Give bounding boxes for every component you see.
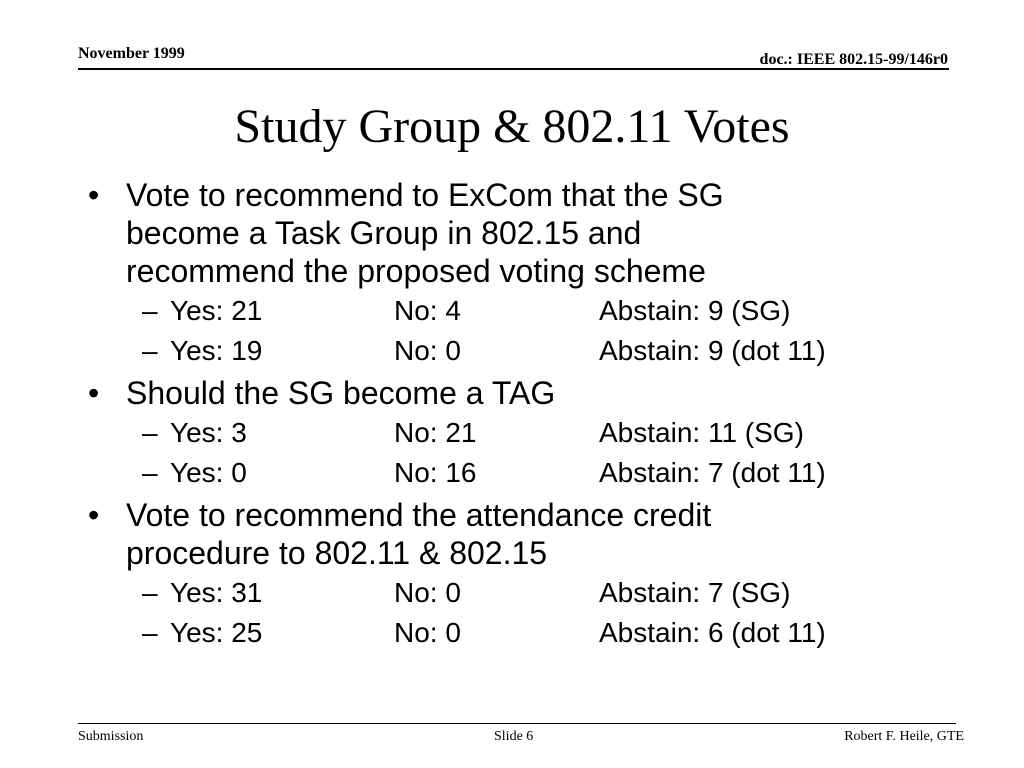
vote-no: No: 4 — [394, 295, 461, 326]
slide-body — [88, 176, 968, 656]
vote-yes: Yes: 19 — [170, 335, 263, 366]
footer-author: Robert F. Heile, GTE — [844, 729, 964, 744]
bullet-icon: • — [88, 177, 100, 213]
vote-row — [88, 294, 968, 328]
vote-yes: Yes: 21 — [170, 295, 263, 326]
vote-abstain: Abstain: 9 (dot 11) — [599, 335, 826, 366]
vote-row — [88, 616, 968, 650]
vote-row — [88, 576, 968, 610]
bullet-line: recommend the proposed voting scheme — [126, 253, 706, 289]
vote-row — [88, 416, 968, 450]
vote-no: No: 0 — [394, 617, 461, 648]
vote-abstain: Abstain: 9 (SG) — [599, 295, 791, 326]
bullet-line: procedure to 802.11 & 802.15 — [126, 535, 548, 571]
bullet-item — [88, 374, 968, 412]
dash-icon: – — [142, 457, 158, 488]
bullet-item — [88, 496, 968, 572]
vote-abstain: Abstain: 6 (dot 11) — [599, 617, 826, 648]
footer-slide-number: Slide 6 — [494, 729, 534, 744]
bullet-line: Vote to recommend the attendance credit — [126, 497, 712, 533]
bullet-item — [88, 176, 968, 290]
dash-icon: – — [142, 417, 158, 448]
vote-no: No: 0 — [394, 335, 461, 366]
dash-icon: – — [142, 577, 158, 608]
vote-abstain: Abstain: 7 (dot 11) — [599, 457, 826, 488]
vote-yes: Yes: 3 — [170, 417, 247, 448]
vote-row — [88, 456, 968, 490]
vote-no: No: 0 — [394, 577, 461, 608]
header-doc-id: doc.: IEEE 802.15-99/146r0 — [759, 51, 948, 68]
dash-icon: – — [142, 295, 158, 326]
bullet-line: Vote to recommend to ExCom that the SG — [126, 177, 724, 213]
bullet-line: become a Task Group in 802.15 and — [126, 215, 642, 251]
dash-icon: – — [142, 617, 158, 648]
dash-icon: – — [142, 335, 158, 366]
vote-row — [88, 334, 968, 368]
vote-no: No: 21 — [394, 417, 477, 448]
vote-yes: Yes: 31 — [170, 577, 263, 608]
footer-divider — [78, 723, 956, 724]
footer-submission: Submission — [78, 729, 144, 744]
bullet-icon: • — [88, 497, 100, 533]
bullet-line: Should the SG become a TAG — [126, 375, 556, 411]
header-divider — [78, 68, 949, 70]
vote-abstain: Abstain: 11 (SG) — [599, 417, 804, 448]
vote-no: No: 16 — [394, 457, 477, 488]
vote-yes: Yes: 0 — [170, 457, 247, 488]
vote-abstain: Abstain: 7 (SG) — [599, 577, 791, 608]
header-date: November 1999 — [78, 45, 185, 62]
bullet-icon: • — [88, 375, 100, 411]
vote-yes: Yes: 25 — [170, 617, 263, 648]
slide-title: Study Group & 802.11 Votes — [234, 100, 790, 153]
